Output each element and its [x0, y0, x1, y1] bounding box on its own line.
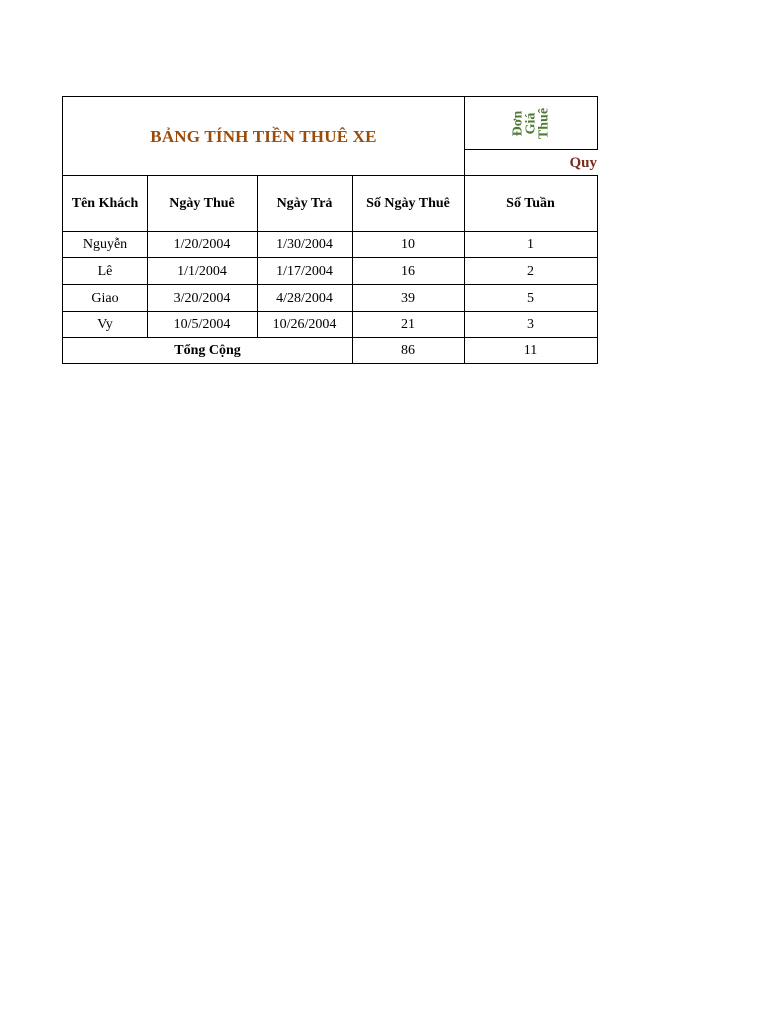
table-cell-return-date: 1/30/2004 — [257, 231, 353, 258]
total-label: Tổng Cộng — [62, 337, 353, 364]
total-weeks: 11 — [464, 337, 598, 364]
header-rent-date: Ngày Thuê — [147, 175, 258, 232]
table-cell-rent-date: 1/1/2004 — [147, 257, 258, 285]
table-cell-rent-date: 1/20/2004 — [147, 231, 258, 258]
table-cell-name: Giao — [62, 284, 148, 312]
rental-table — [62, 96, 598, 364]
header-weeks: Số Tuần — [464, 175, 598, 232]
total-days: 86 — [352, 337, 465, 364]
table-cell-return-date: 10/26/2004 — [257, 311, 353, 338]
table-cell-days: 10 — [352, 231, 465, 258]
table-cell-rent-date: 10/5/2004 — [147, 311, 258, 338]
table-cell-name: Nguyễn — [62, 231, 148, 258]
table-cell-weeks: 1 — [464, 231, 598, 258]
table-cell-days: 39 — [352, 284, 465, 312]
table-cell-weeks: 5 — [464, 284, 598, 312]
table-cell-name: Vy — [62, 311, 148, 338]
table-cell-name: Lê — [62, 257, 148, 285]
table-cell-days: 21 — [352, 311, 465, 338]
header-days: Số Ngày Thuê — [352, 175, 465, 232]
table-cell-return-date: 4/28/2004 — [257, 284, 353, 312]
header-customer-name: Tên Khách — [62, 175, 148, 232]
unit-price-sub-label: Quy — [569, 155, 597, 171]
table-cell-days: 16 — [352, 257, 465, 285]
table-cell-return-date: 1/17/2004 — [257, 257, 353, 285]
header-return-date: Ngày Trả — [257, 175, 353, 232]
table-title: BẢNG TÍNH TIỀN THUÊ XE — [62, 96, 465, 176]
table-cell-weeks: 2 — [464, 257, 598, 285]
unit-price-header — [464, 96, 598, 150]
unit-price-label: Đơn Giá Thuê — [510, 107, 551, 139]
table-cell-rent-date: 3/20/2004 — [147, 284, 258, 312]
table-cell-weeks: 3 — [464, 311, 598, 338]
